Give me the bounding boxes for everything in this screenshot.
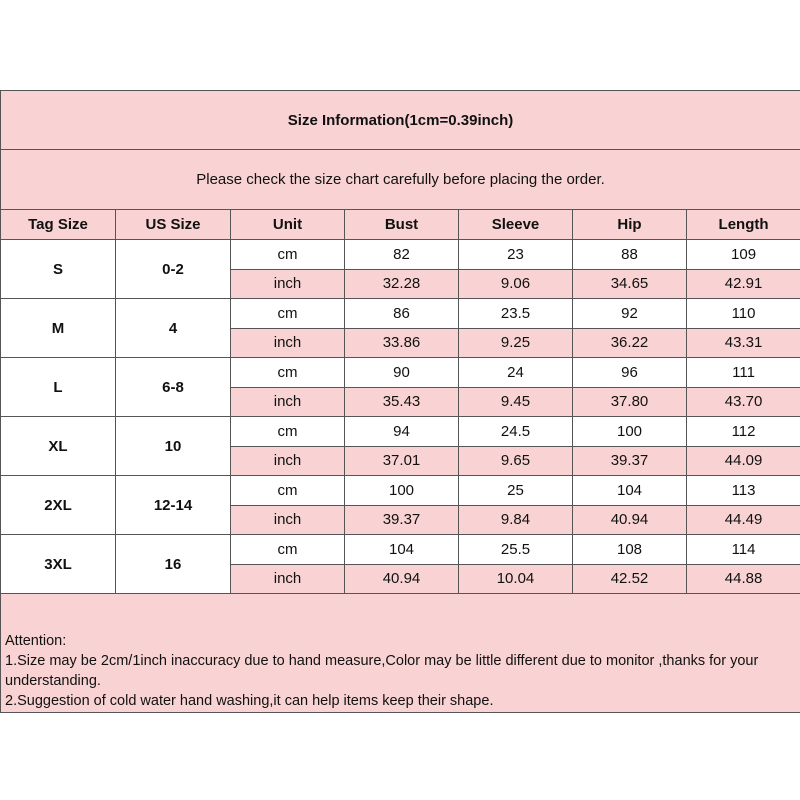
bust-cm-cell: 94 xyxy=(345,417,459,447)
header-bust: Bust xyxy=(345,210,459,240)
bust-cm-cell: 100 xyxy=(345,476,459,506)
header-unit: Unit xyxy=(231,210,345,240)
sleeve-cm-cell: 24.5 xyxy=(459,417,573,447)
table-row xyxy=(1,240,800,270)
tag-size-cell: XL xyxy=(1,417,116,476)
note-line-1: 1.Size may be 2cm/1inch inaccuracy due to hand measure,Color may be little different due to monitor ,thanks for your understanding. xyxy=(5,653,759,689)
bust-cm-cell: 104 xyxy=(345,535,459,565)
table-row xyxy=(1,535,800,565)
table-row xyxy=(1,476,800,506)
hip-inch-cell: 42.52 xyxy=(573,564,687,594)
hip-cm-cell: 92 xyxy=(573,299,687,329)
length-cm-cell: 114 xyxy=(687,535,800,565)
unit-cell: cm xyxy=(231,417,345,447)
hip-inch-cell: 36.22 xyxy=(573,328,687,358)
sleeve-inch-cell: 9.45 xyxy=(459,387,573,417)
bust-inch-cell: 33.86 xyxy=(345,328,459,358)
length-cm-cell: 109 xyxy=(687,240,800,270)
header-us-size: US Size xyxy=(116,210,231,240)
unit-cell: inch xyxy=(231,387,345,417)
sleeve-inch-cell: 9.25 xyxy=(459,328,573,358)
unit-cell: cm xyxy=(231,535,345,565)
table-row xyxy=(1,358,800,388)
unit-cell: inch xyxy=(231,505,345,535)
unit-cell: cm xyxy=(231,476,345,506)
bust-inch-cell: 32.28 xyxy=(345,269,459,299)
sleeve-inch-cell: 9.06 xyxy=(459,269,573,299)
bust-cm-cell: 86 xyxy=(345,299,459,329)
hip-inch-cell: 39.37 xyxy=(573,446,687,476)
sleeve-inch-cell: 9.65 xyxy=(459,446,573,476)
tag-size-cell: M xyxy=(1,299,116,358)
tag-size-cell: S xyxy=(1,240,116,299)
chart-title: Size Information(1cm=0.39inch) xyxy=(1,91,800,150)
notes-heading: Attention: xyxy=(5,633,67,649)
tag-size-cell: 2XL xyxy=(1,476,116,535)
bust-inch-cell: 35.43 xyxy=(345,387,459,417)
size-chart xyxy=(0,90,800,712)
unit-cell: inch xyxy=(231,446,345,476)
header-row xyxy=(1,210,800,240)
us-size-cell: 0-2 xyxy=(116,240,231,299)
length-inch-cell: 42.91 xyxy=(687,269,800,299)
header-hip: Hip xyxy=(573,210,687,240)
us-size-cell: 6-8 xyxy=(116,358,231,417)
note-line-2: 2.Suggestion of cold water hand washing,it can help items keep their shape. xyxy=(5,693,494,709)
length-cm-cell: 113 xyxy=(687,476,800,506)
unit-cell: inch xyxy=(231,328,345,358)
us-size-cell: 10 xyxy=(116,417,231,476)
unit-cell: cm xyxy=(231,299,345,329)
hip-inch-cell: 34.65 xyxy=(573,269,687,299)
size-table xyxy=(0,90,800,713)
hip-cm-cell: 100 xyxy=(573,417,687,447)
us-size-cell: 12-14 xyxy=(116,476,231,535)
table-row xyxy=(1,299,800,329)
header-length: Length xyxy=(687,210,800,240)
bust-cm-cell: 82 xyxy=(345,240,459,270)
tag-size-cell: L xyxy=(1,358,116,417)
length-inch-cell: 43.70 xyxy=(687,387,800,417)
length-inch-cell: 43.31 xyxy=(687,328,800,358)
chart-subtitle: Please check the size chart carefully before placing the order. xyxy=(1,150,800,210)
table-row xyxy=(1,417,800,447)
attention-notes xyxy=(1,594,800,713)
tag-size-cell: 3XL xyxy=(1,535,116,594)
unit-cell: cm xyxy=(231,240,345,270)
hip-cm-cell: 88 xyxy=(573,240,687,270)
sleeve-inch-cell: 9.84 xyxy=(459,505,573,535)
hip-cm-cell: 96 xyxy=(573,358,687,388)
bust-inch-cell: 40.94 xyxy=(345,564,459,594)
length-cm-cell: 110 xyxy=(687,299,800,329)
bust-inch-cell: 37.01 xyxy=(345,446,459,476)
sleeve-cm-cell: 24 xyxy=(459,358,573,388)
unit-cell: inch xyxy=(231,564,345,594)
header-tag-size: Tag Size xyxy=(1,210,116,240)
length-inch-cell: 44.49 xyxy=(687,505,800,535)
bust-cm-cell: 90 xyxy=(345,358,459,388)
sleeve-cm-cell: 23 xyxy=(459,240,573,270)
hip-cm-cell: 104 xyxy=(573,476,687,506)
notes-row xyxy=(1,594,800,713)
unit-cell: cm xyxy=(231,358,345,388)
sleeve-inch-cell: 10.04 xyxy=(459,564,573,594)
us-size-cell: 4 xyxy=(116,299,231,358)
bust-inch-cell: 39.37 xyxy=(345,505,459,535)
sleeve-cm-cell: 23.5 xyxy=(459,299,573,329)
length-cm-cell: 111 xyxy=(687,358,800,388)
hip-cm-cell: 108 xyxy=(573,535,687,565)
length-inch-cell: 44.09 xyxy=(687,446,800,476)
us-size-cell: 16 xyxy=(116,535,231,594)
hip-inch-cell: 37.80 xyxy=(573,387,687,417)
hip-inch-cell: 40.94 xyxy=(573,505,687,535)
length-cm-cell: 112 xyxy=(687,417,800,447)
length-inch-cell: 44.88 xyxy=(687,564,800,594)
header-sleeve: Sleeve xyxy=(459,210,573,240)
unit-cell: inch xyxy=(231,269,345,299)
sleeve-cm-cell: 25.5 xyxy=(459,535,573,565)
sleeve-cm-cell: 25 xyxy=(459,476,573,506)
